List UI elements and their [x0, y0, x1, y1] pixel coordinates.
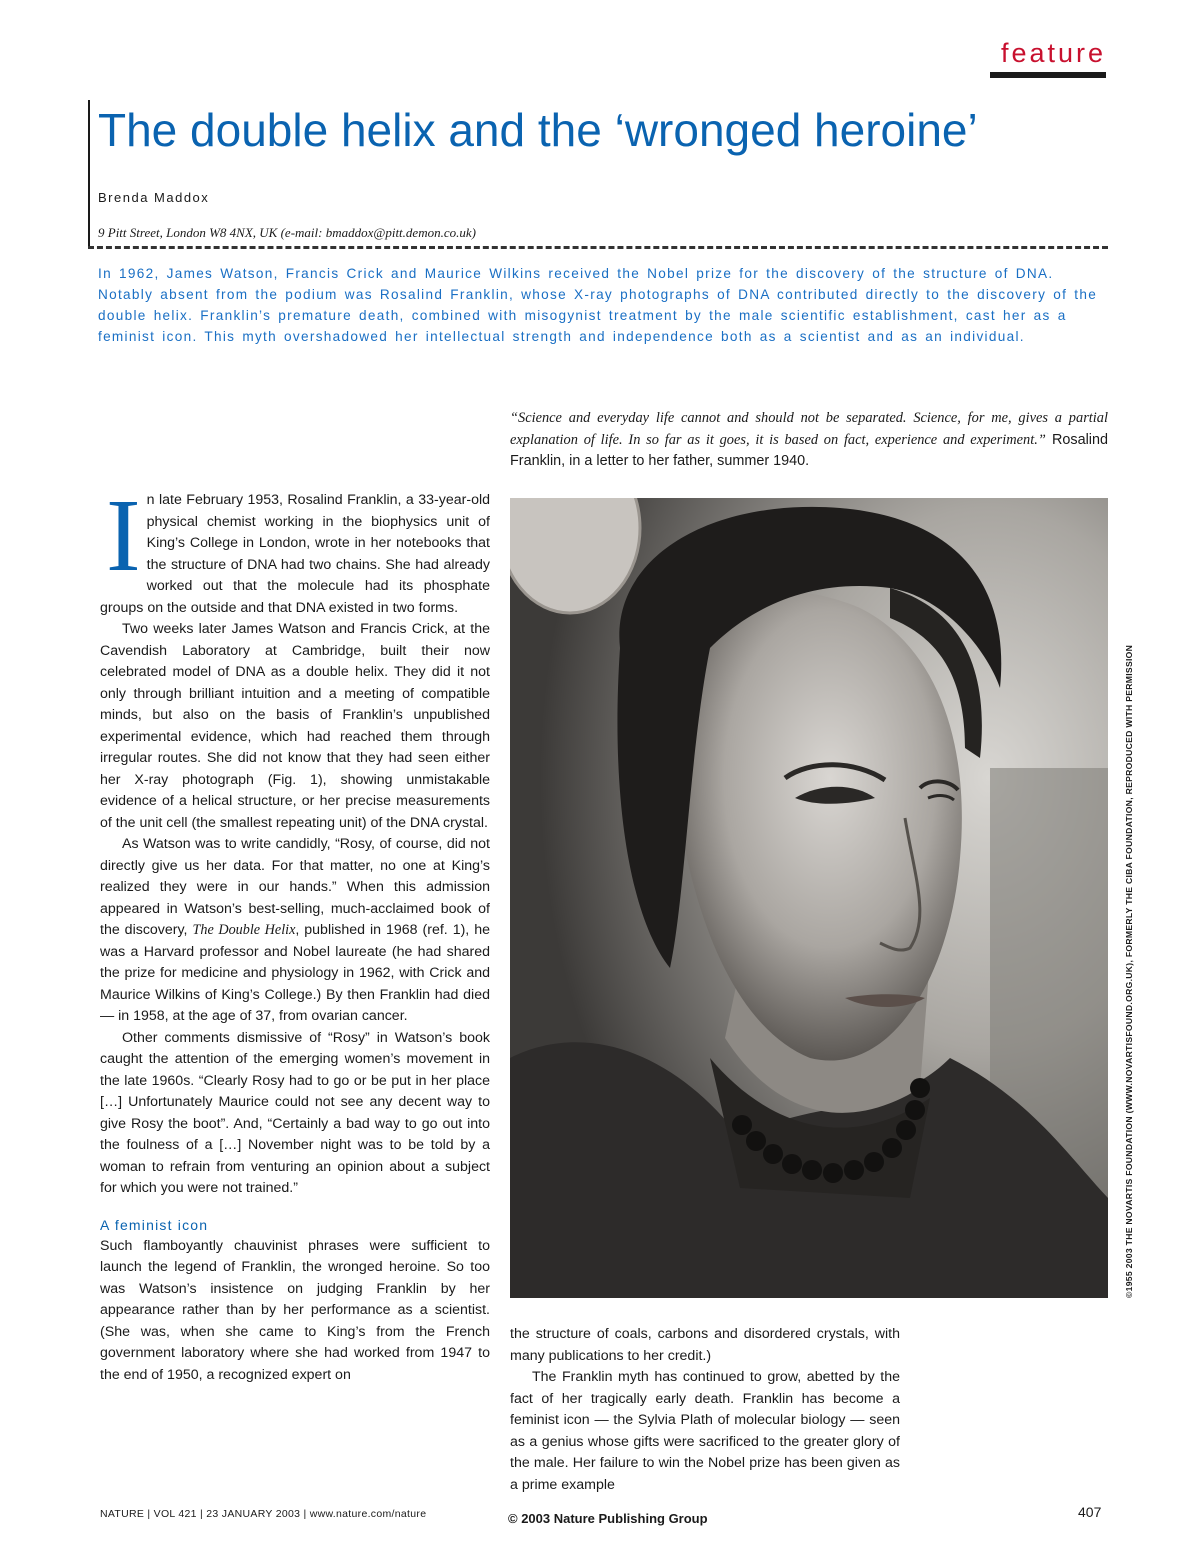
body-column-1 — [100, 478, 490, 1386]
paragraph-3-text-a: As Watson was to write candidly, “Rosy, of course, did not directly give us her data. For that matter, no one at King’s realized they were in our hands.” When this admission appeared in Watson’s best-selling, much-acclaimed book of the discovery, — [100, 836, 490, 938]
portrait-illustration — [510, 498, 1108, 1298]
book-title: The Double Helix — [192, 922, 296, 938]
paragraph-3 — [100, 834, 490, 1028]
dashed-divider — [88, 246, 1108, 249]
epigraph-attribution: Rosalind Franklin, in a letter to her father, summer 1940. — [510, 431, 1109, 469]
copyright-footer: © 2003 Nature Publishing Group — [508, 1511, 708, 1526]
paragraph-5-continued: the structure of coals, carbons and disordered crystals, with many publications to her credit.) — [510, 1326, 900, 1364]
section-rule — [990, 72, 1106, 78]
page-number: 407 — [1078, 1504, 1102, 1520]
epigraph-quote: “Science and everyday life cannot and should not be separated. Science, for me, gives a partial explanation of life. In so far as it goes, it is based on fact, experience and experiment.” — [510, 410, 1108, 448]
paragraph-6: The Franklin myth has continued to grow, abetted by the fact of her tragically early death. Franklin has become a feminist icon — the Sylvia Plath of molecular biology — seen as a genius whose gifts were sacrificed to the greater glory of the male. Her failure to win the Nobel prize has been given as a prime example — [510, 1369, 900, 1493]
subheading: A feminist icon — [100, 1216, 209, 1233]
paragraph-1 — [100, 478, 490, 619]
paragraph-3-text-b: , published in 1968 (ref. 1), he was a Harvard professor and Nobel laureate (he had shared the prize for medicine and physiology in 1962, with Crick and Maurice Wilkins of King’s College.) By then Franklin had died — in 1958, at the age of 37, from ovarian cancer. — [100, 922, 490, 1024]
journal-footer: NATURE | VOL 421 | 23 JANUARY 2003 | www.nature.com/nature — [100, 1508, 427, 1520]
author-affiliation: 9 Pitt Street, London W8 4NX, UK (e-mail: bmaddox@pitt.demon.co.uk) — [98, 225, 476, 240]
abstract: In 1962, James Watson, Francis Crick and Maurice Wilkins received the Nobel prize for the discovery of the structure of DNA. Notably absent from the podium was Rosalind Franklin, whose X-ray photographs of DNA contributed directly to the discovery of the double helix. Franklin’s premature death, combined with misogynist treatment by the male scientific establishment, cast her as a feminist icon. This myth overshadowed her intellectual strength and independence both as a scientist and as an individual. — [98, 266, 1098, 344]
photo-credit: ©1955 2003 THE NOVARTIS FOUNDATION (WWW.NOVARTISFOUND.ORG.UK), FORMERLY THE CIBA FOUNDATION, REPRODUCED WITH PERMISSION — [1124, 644, 1134, 1298]
paragraph-5: Such flamboyantly chauvinist phrases were sufficient to launch the legend of Franklin, the wronged heroine. So too was Watson’s insistence on judging Franklin by her appearance rather than by her performance as a scientist. (She was, when she came to King’s from the French government laboratory where she had worked from 1947 to the end of 1950, a recognized expert on — [100, 1237, 490, 1383]
article-title: The double helix and the ‘wronged heroine’ — [98, 104, 978, 156]
body-column-2 — [510, 1324, 900, 1496]
paragraph-4: Other comments dismissive of “Rosy” in Watson’s book caught the attention of the emerging women’s movement in the late 1960s. “Clearly Rosy had to go or be put in her place […] Unfortunately Maurice could not see any decent way to give Rosy the boot”. And, “Certainly a bad way to go out into the foulness of a […] November night was to be told by a woman to refrain from venturing an opinion about a subject for which you were not trained.” — [100, 1029, 490, 1196]
portrait-photo — [510, 498, 1108, 1298]
drop-cap: I — [106, 478, 141, 593]
section-label: feature — [1000, 38, 1106, 68]
paragraph-1-text: n late February 1953, Rosalind Franklin, a 33-year-old physical chemist working in the biophysics unit of King’s College in London, wrote in her notebooks that the structure of DNA had two chains. She had already worked out that the molecule had its phosphate groups on the outside and that DNA existed in two forms. — [100, 492, 490, 616]
paragraph-2: Two weeks later James Watson and Francis Crick, at the Cavendish Laboratory at Cambridge, built their now celebrated model of DNA as a double helix. They did it not only through brilliant intuition and a meeting of compatible minds, but also on the basis of Franklin’s unpublished experimental evidence, which had reached them through irregular routes. She did not know that they had seen either her X-ray photograph (Fig. 1), showing unmistakable evidence of a helical structure, or her precise measurements of the unit cell (the smallest repeating unit) of the DNA crystal. — [100, 621, 490, 831]
epigraph — [510, 408, 1108, 473]
author-name: Brenda Maddox — [98, 190, 210, 205]
title-side-rule — [88, 100, 90, 248]
